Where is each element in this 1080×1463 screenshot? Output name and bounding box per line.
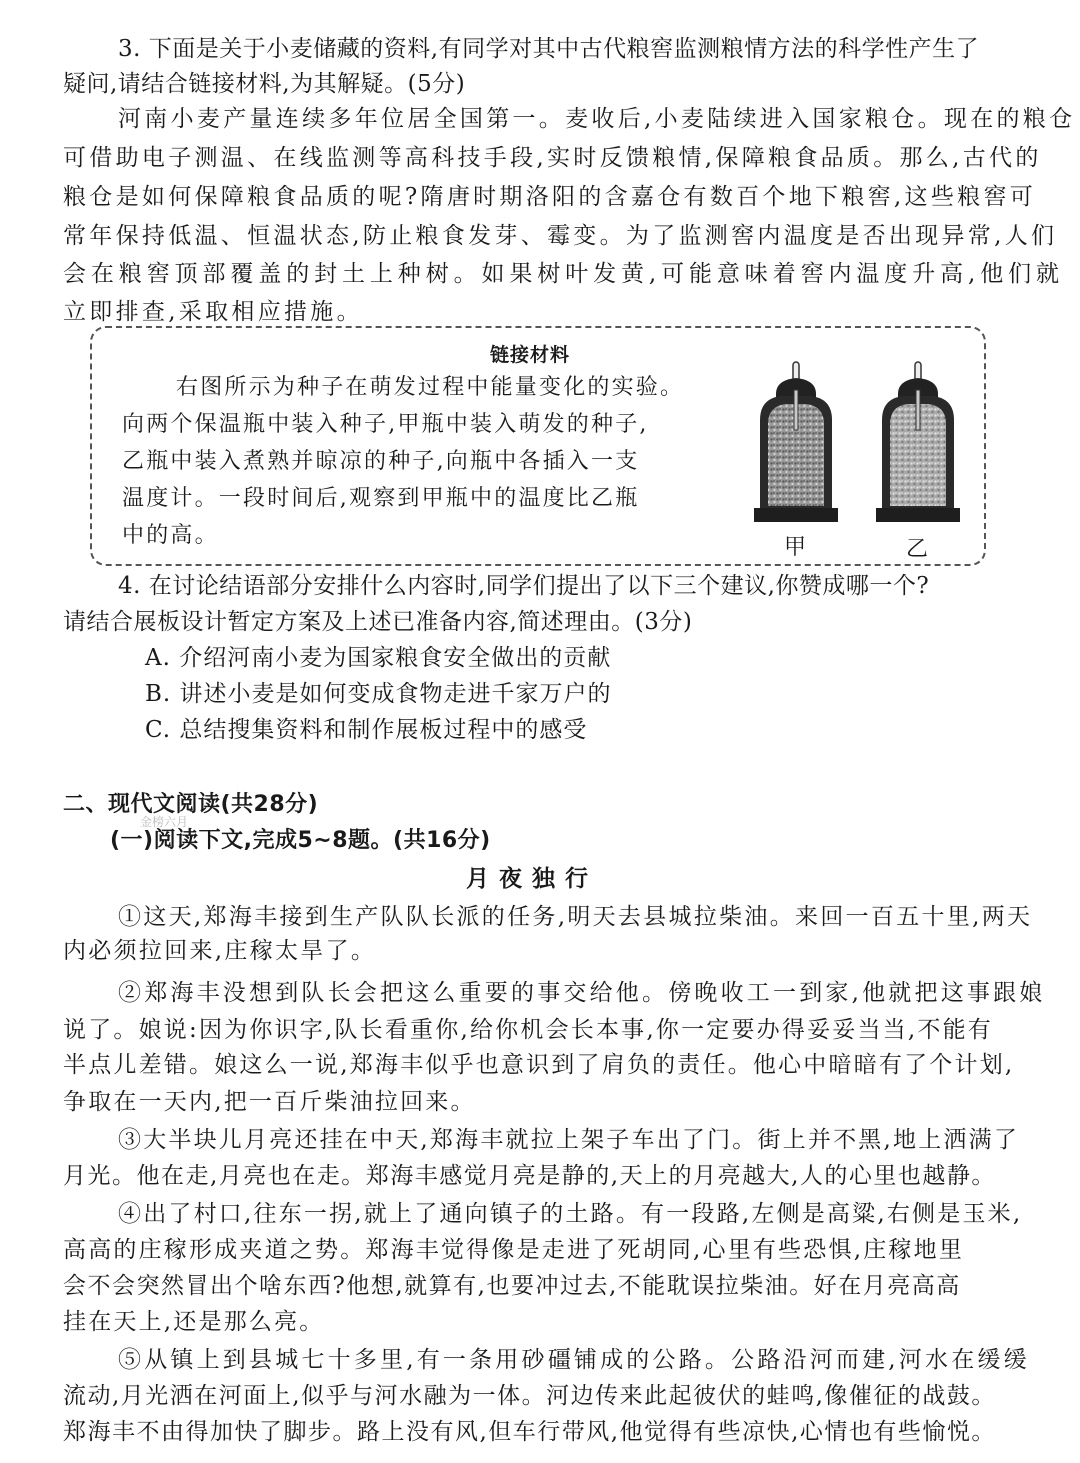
link-material-line: 右图所示为种子在萌发过程中能量变化的实验。: [176, 375, 685, 400]
q4-option-c: C. 总结搜集资料和制作展板过程中的感受: [145, 717, 588, 743]
q4-option-b: B. 讲述小麦是如何变成食物走进千家万户的: [145, 681, 612, 707]
link-material-line: 温度计。一段时间后,观察到甲瓶中的温度比乙瓶: [122, 486, 640, 511]
story-line: 流动,月光洒在河面上,似乎与河水融为一体。河边传来此起彼伏的蛙鸣,像催征的战鼓。: [63, 1383, 996, 1409]
q3-para-line: 常年保持低温、恒温状态,防止粮食发芽、霉变。为了监测窖内温度是否出现异常,人们: [63, 223, 1058, 249]
story-line: 会不会突然冒出个啥东西?他想,就算有,也要冲过去,不能耽误拉柴油。好在月亮高高: [63, 1273, 961, 1299]
link-material-title: 链接材料: [490, 344, 571, 366]
q3-line-2: 疑问,请结合链接材料,为其解疑。(5分): [63, 71, 466, 97]
watermark-text: 金榜六月: [140, 815, 189, 829]
flask-a-label: 甲: [784, 535, 807, 560]
story-line: ①这天,郑海丰接到生产队队长派的任务,明天去县城拉柴油。来回一百五十里,两天: [118, 904, 1033, 930]
story-line: 挂在天上,还是那么亮。: [63, 1309, 325, 1335]
story-line: 说了。娘说:因为你识字,队长看重你,给你机会长本事,你一定要办得妥妥当当,不能有: [63, 1017, 993, 1043]
story-line: 月光。他在走,月亮也在走。郑海丰感觉月亮是静的,天上的月亮越大,人的心里也越静。: [63, 1163, 996, 1189]
q3-line-1: 3. 下面是关于小麦储藏的资料,有同学对其中古代粮窖监测粮情方法的科学性产生了: [118, 36, 980, 62]
link-material-line: 乙瓶中装入煮熟并晾凉的种子,向瓶中各插入一支: [122, 449, 640, 474]
link-material-line: 向两个保温瓶中装入种子,甲瓶中装入萌发的种子,: [122, 412, 649, 437]
q3-para-line: 立即排查,采取相应措施。: [63, 299, 363, 325]
q4-line-1: 4. 在讨论结语部分安排什么内容时,同学们提出了以下三个建议,你赞成哪一个?: [118, 573, 930, 599]
q3-para-line: 河南小麦产量连续多年位居全国第一。麦收后,小麦陆续进入国家粮仓。现在的粮仓: [118, 106, 1076, 132]
q4-line-2: 请结合展板设计暂定方案及上述已准备内容,简述理由。(3分): [63, 609, 693, 635]
story-line: ④出了村口,往东一拐,就上了通向镇子的土路。有一段路,左侧是高粱,右侧是玉米,: [118, 1201, 1023, 1227]
subsection-heading: (一)阅读下文,完成5~8题。(共16分): [110, 828, 491, 853]
q3-para-line: 会在粮窖顶部覆盖的封土上种树。如果树叶发黄,可能意味着窖内温度升高,他们就: [63, 261, 1064, 287]
story-title: 月 夜 独 行: [466, 866, 590, 892]
story-line: 内必须拉回来,庄稼太旱了。: [63, 938, 377, 964]
story-line: 半点儿差错。娘这么一说,郑海丰似乎也意识到了肩负的责任。他心中暗暗有了个计划,: [63, 1052, 1015, 1078]
q3-para-line: 可借助电子测温、在线监测等高科技手段,实时反馈粮情,保障粮食品质。那么,古代的: [63, 145, 1042, 171]
story-line: 高高的庄稼形成夹道之势。郑海丰觉得像是走进了死胡同,心里有些恐惧,庄稼地里: [63, 1237, 965, 1263]
story-line: 郑海丰不由得加快了脚步。路上没有风,但车行带风,他觉得有些凉快,心情也有些愉悦。: [63, 1419, 996, 1445]
section-heading: 二、现代文阅读(共28分): [63, 792, 319, 817]
story-line: 争取在一天内,把一百斤柴油拉回来。: [63, 1089, 476, 1115]
story-line: ②郑海丰没想到队长会把这么重要的事交给他。傍晚收工一到家,他就把这事跟娘: [118, 980, 1046, 1006]
q4-option-a: A. 介绍河南小麦为国家粮食安全做出的贡献: [145, 645, 612, 671]
q3-para-line: 粮仓是如何保障粮食品质的呢?隋唐时期洛阳的含嘉仓有数百个地下粮窖,这些粮窖可: [63, 184, 1037, 210]
flask-b-label: 乙: [906, 537, 929, 562]
story-line: ⑤从镇上到县城七十多里,有一条用砂礓铺成的公路。公路沿河而建,河水在缓缓: [118, 1347, 1030, 1373]
thermos-flask-b-illustration: [868, 360, 968, 528]
thermos-flask-a-illustration: [746, 360, 846, 528]
story-line: ③大半块儿月亮还挂在中天,郑海丰就拉上架子车出了门。街上并不黑,地上洒满了: [118, 1127, 1020, 1153]
link-material-line: 中的高。: [122, 523, 219, 548]
